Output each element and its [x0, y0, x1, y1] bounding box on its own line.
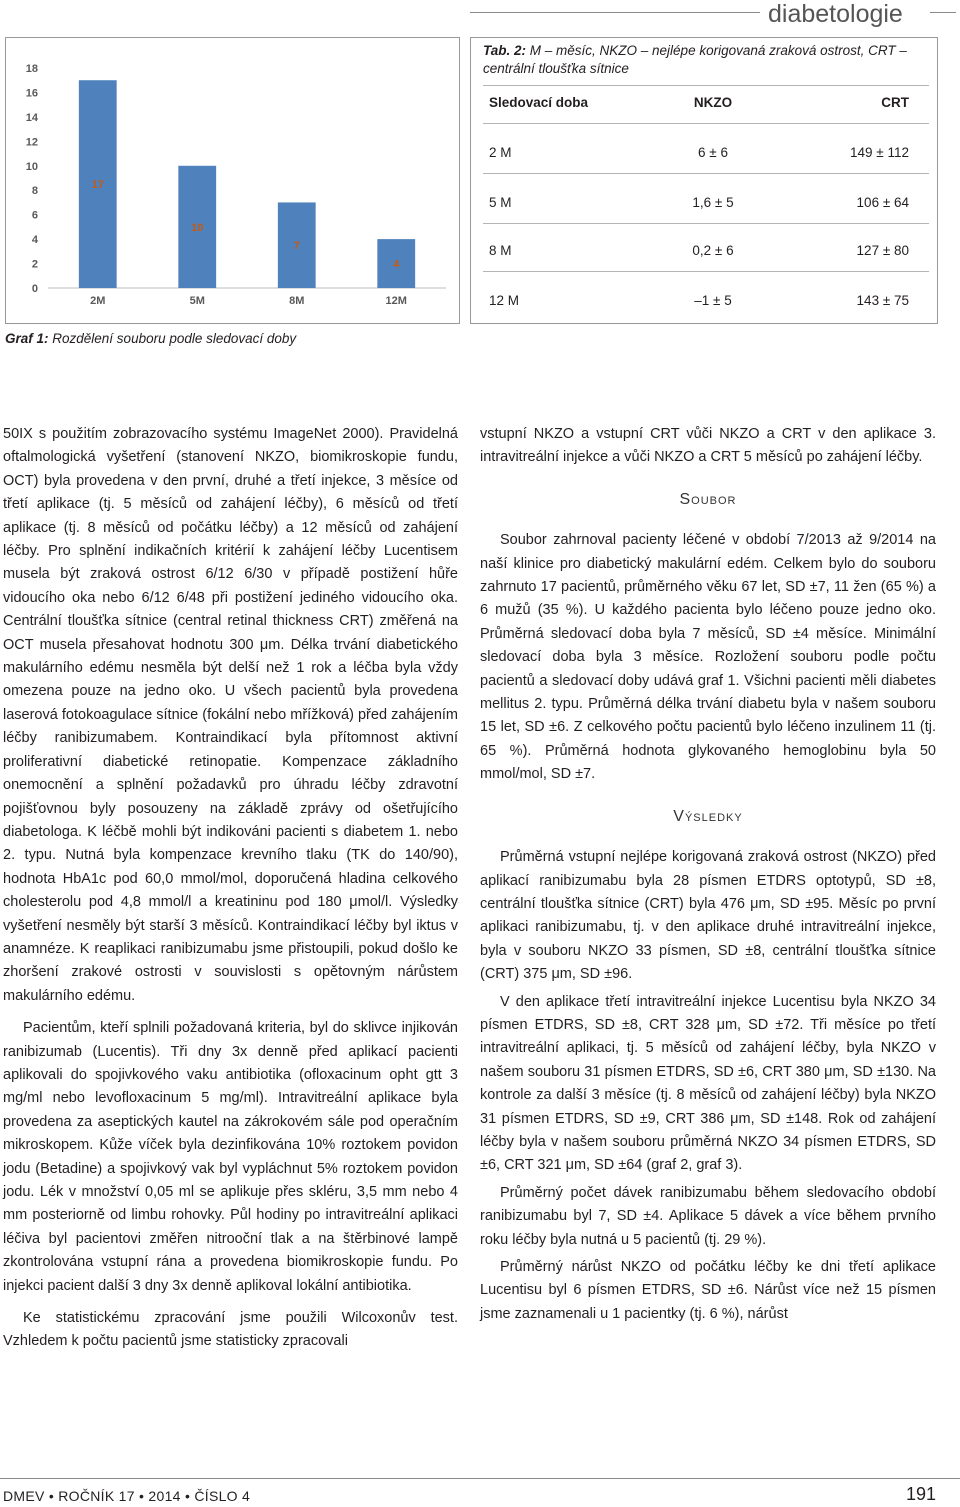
left-column	[3, 423, 458, 1354]
body-paragraph: V den aplikace třetí intravitreální injekce Lucentisu byla NKZO 34 písmen ETDRS, SD ±8, CRT 328 μm, SD ±72. Tři měsíce po třetí intravitreální aplikaci, tj. 5 měsíců od zahájení léčby, byla NKZO v našem souboru 31 písmen ETDRS, SD ±6, CRT 380 μm, SD ±130. Na kontrole za další 3 měsíce (tj. 8 měsíců od zahájení léčby) byla NKZO 31 písmen ETDRS, SD ±9, CRT 386 μm, SD ±148. Rok od zahájení léčby byla v našem souboru průměrná NKZO 34 písmen ETDRS, SD ±6, CRT 321 μm, SD ±64 (graf 2, graf 3).	[480, 993, 936, 1174]
table-header-crt: CRT	[881, 95, 909, 110]
figure-caption-label: Graf 1:	[5, 331, 49, 346]
table-cell: 143 ± 75	[856, 293, 909, 308]
table-cell: –1 ± 5	[694, 293, 732, 308]
y-tick-label: 8	[31, 185, 38, 198]
x-tick-label: 2M	[90, 295, 106, 307]
table-rule	[483, 85, 929, 86]
page-number: 191	[905, 1484, 936, 1504]
x-tick-label: 12M	[385, 295, 407, 307]
section-heading: Výsledky	[673, 807, 743, 825]
header-rule	[470, 12, 760, 13]
body-paragraph: 50IX s použitím zobrazovacího systému ImageNet 2000). Pravidelná oftalmologická vyšetření (stanovení NKZO, biomikroskopie fundu, OCT) byla provedena v den první, druhé a třetí injekce, 3 měsíce od třetí aplikace (tj. 5 měsíců od zahájení léčby), 6 měsíců od třetí aplikace (tj. 8 měsíců od počátku léčby) a 12 měsíců od zahájení léčby. Pro splnění indikačních kritérií k zahájení léčby Lucentisem musela být zraková ostrost 6/12 6/30 v případě postižení hůře vidoucího oka nebo 6/12 6/48 při postižení jediného vidoucího oka. Centrální tloušťka sítnice (central retinal thickness CRT) změřená na OCT musela přesahovat hodnotu 300 μm. Délka trvání diabetického makulárního edému nesměla být delší než 1 rok a léčba byla vždy omezena pouze na jedno oko. U všech pacientů byla provedena laserová fotokoagulace sítnice (fokální nebo mřížková) před zahájením léčby ranibizumabem. Kontraindikací byla přítomnost aktivní proliferativní diabetické retinopatie. Kompenzace základního onemocnění a splnění požadavků pro úhradu léčby zdravotní pojišťovnou byly posouzeny na základě zprávy od ošetřujícího diabetologa. K léčbě mohli být indikováni pacienti s diabetem 1. nebo 2. typu. Nutná byla kompenzace krevního tlaku (TK do 140/90), hodnota HbA1c pod 60,0 mmol/mol, doporučená hladina celkového cholesterolu pod 4,8 mmol/l a kreatininu pod 180 μmol/l. Výsledky vyšetření nesměly být starší 3 měsíců. Kontraindikací léčby byl iktus v anamnéze. K reaplikaci ranibizumabu jsme přistoupili, pokud došlo ke zhoršení zrakové ostrosti v souvislosti s opětovným nárůstem makulárního edému.	[3, 426, 458, 1004]
footer-journal-info: DMEV • ROČNÍK 17 • 2014 • ČÍSLO 4	[3, 1488, 251, 1504]
table-rule	[483, 123, 929, 124]
y-tick-label: 12	[25, 136, 38, 149]
section-heading: Soubor	[679, 490, 737, 508]
y-tick-label: 14	[25, 111, 38, 124]
y-tick-label: 4	[31, 234, 38, 247]
body-paragraph: Ke statistickému zpracování jsme použili Wilcoxonův test. Vzhledem k počtu pacientů jsme statisticky zpracovali	[3, 1310, 458, 1350]
x-tick-label: 5M	[189, 295, 205, 307]
figure-caption-text: Rozdělení souboru podle sledovací doby	[48, 331, 297, 346]
footer-rule	[0, 1478, 960, 1479]
y-tick-label: 0	[31, 283, 38, 295]
table-rule	[483, 271, 929, 272]
table-cell: 6 ± 6	[698, 145, 728, 160]
table-rule	[483, 223, 929, 224]
table-caption-label: Tab. 2:	[483, 43, 527, 58]
data-label: 7	[293, 240, 300, 253]
body-paragraph: vstupní NKZO a vstupní CRT vůči NKZO a CRT v den aplikace 3. intravitreální injekce a vůči NKZO a CRT 5 měsíců po zahájení léčby.	[480, 426, 936, 466]
table-cell: 0,2 ± 6	[692, 243, 734, 258]
data-label: 4	[393, 258, 400, 271]
header-rule-right	[930, 12, 956, 13]
bar-chart	[6, 38, 459, 323]
data-label: 17	[91, 179, 104, 192]
table-cell: 5 M	[489, 195, 512, 210]
figure-caption	[5, 331, 296, 346]
body-paragraph: Průměrný počet dávek ranibizumabu během sledovacího období ranibizumabu byl 7, SD ±4. Aplikace 5 dávek a více během prvního roku léčby byla nutná u 5 pacientů (tj. 29 %).	[480, 1184, 936, 1248]
table-header-period: Sledovací doba	[489, 95, 589, 110]
table-cell: 12 M	[489, 293, 520, 308]
chart-figure	[5, 37, 460, 324]
body-paragraph: Soubor zahrnoval pacienty léčené v období 7/2013 až 9/2014 na naší klinice pro diabetický makulární edém. Celkem bylo do souboru zahrnuto 17 pacientů, průměrného věku 67 let, SD ±7, 11 žen (65 %) a 6 mužů (35 %). U každého pacienta bylo léčeno pouze jedno oko. Průměrná sledovací doba byla 7 měsíců, SD ±4 měsíce. Minimální sledovací doba byla 3 měsíce. Rozložení souboru podle počtu pacientů a sledovací doby udává graf 1. Všichni pacienti měli diabetes mellitus 2. typu. Průměrná délka trvání diabetu byla v našem souboru 15 let, SD ±6. Z celkového počtu pacientů bylo léčeno inzulinem 11 (tj. 65 %). Průměrná hodnota glykovaného hemoglobinu byla 50 mmol/mol, SD ±7.	[480, 532, 936, 783]
table-caption-text: M – měsíc, NKZO – nejlépe korigovaná zraková ostrost, CRT – centrální tloušťka sítnice	[483, 43, 907, 76]
table-cell: 2 M	[489, 145, 512, 160]
body-paragraph: Průměrný nárůst NKZO od počátku léčby ke dni třetí aplikace Lucentisu byl 6 písmen ETDRS, SD ±6. Nárůst více než 15 písmen jsme zaznamenali u 1 pacientky (tj. 6 %), nárůst	[480, 1259, 936, 1322]
table-cell: 8 M	[489, 243, 512, 258]
table-cell: 149 ± 112	[850, 145, 909, 160]
data-label: 10	[191, 221, 204, 234]
body-paragraph: Pacientům, kteří splnili požadovaná kriteria, byl do sklivce injikován ranibizumab (Lucentis). Tři dny 3x denně před aplikací pacienti aplikovali do spojivkového vaku antibiotika (ofloxacinum opht gtt 3 mg/ml nebo levofloxacinum 5 mg/ml). Intravitreální aplikace byla provedena za aseptických kautel na zákrokovém sále pod operačním mikroskopem. Kůže víček byla dezinfikována 10% roztokem povidon jodu (Betadine) a spojivkový vak byl vypláchnut 5% roztokem povidon jodu. Lék v množství 0,05 ml se aplikuje přes skléru, 3,5 mm nebo 4 mm posteriorně od limbu rohovky. Půl hodiny po intravitreální aplikaci léčiva byl pacientovi změřen nitrooční tlak a na štěrbinové lampě zkontrolována vstupní rána a provedena biomikroskopie fundu. Po injekci pacient další 3 dny 3x denně aplikoval lokální antibiotika.	[3, 1020, 458, 1294]
table-caption	[483, 42, 929, 78]
x-tick-label: 8M	[289, 295, 305, 307]
table-figure	[470, 37, 938, 324]
y-tick-label: 10	[25, 160, 38, 173]
table-cell: 127 ± 80	[856, 243, 909, 258]
table-header-nkzo: NKZO	[693, 95, 733, 110]
table-cell: 106 ± 64	[856, 195, 909, 210]
y-tick-label: 18	[25, 63, 38, 75]
table-rule	[483, 173, 929, 174]
y-tick-label: 16	[25, 87, 38, 100]
y-tick-label: 6	[31, 209, 38, 222]
right-column	[480, 423, 936, 1326]
journal-title: diabetologie	[768, 0, 903, 28]
y-tick-label: 2	[31, 258, 38, 271]
table-cell: 1,6 ± 5	[692, 195, 734, 210]
body-paragraph: Průměrná vstupní nejlépe korigovaná zraková ostrost (NKZO) před aplikací ranibizumabu byla 28 písmen ETDRS optotypů, SD ±8, centrální tloušťka sítnice (CRT) byla 476 μm, SD ±95. Měsíc po první aplikaci ranibizumabu, tj. v den aplikace druhé intravitreální injekce, byla v souboru NKZO 33 písmen, SD ±8, centrální tloušťka sítnice (CRT) 375 μm, SD ±96.	[480, 849, 936, 983]
